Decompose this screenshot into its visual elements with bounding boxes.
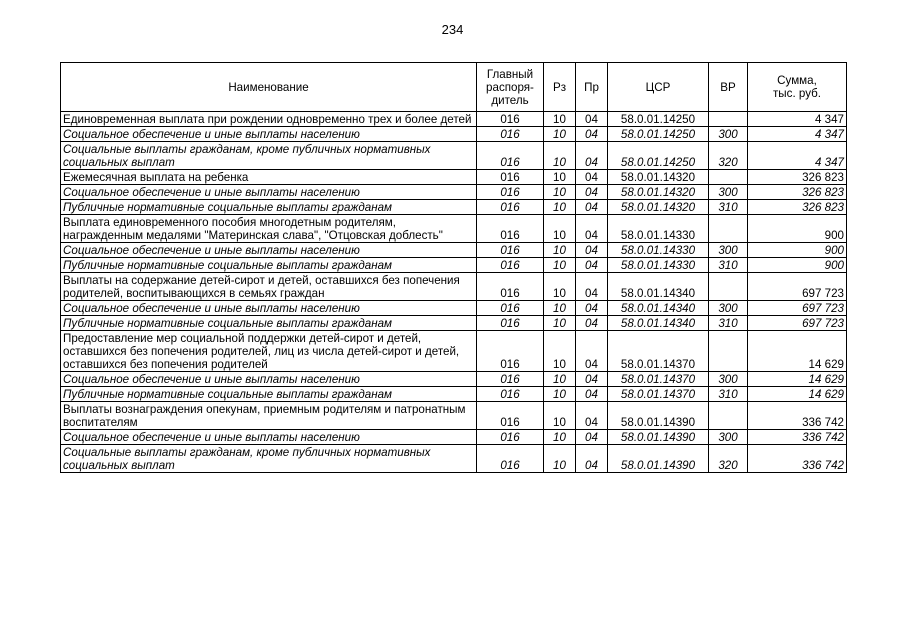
row-section: 10	[544, 316, 576, 331]
row-subsection: 04	[576, 402, 608, 430]
header-sum	[748, 63, 847, 112]
row-expense-type: 300	[709, 372, 748, 387]
row-target-article: 58.0.01.14320	[608, 185, 709, 200]
row-expense-type	[709, 402, 748, 430]
row-sum: 4 347	[748, 127, 847, 142]
table-row	[61, 316, 847, 331]
row-target-article: 58.0.01.14390	[608, 430, 709, 445]
row-sum: 326 823	[748, 200, 847, 215]
row-section: 10	[544, 185, 576, 200]
header-subsection: Пр	[576, 63, 608, 112]
table-row	[61, 387, 847, 402]
row-expense-type: 310	[709, 387, 748, 402]
row-section: 10	[544, 372, 576, 387]
row-expense-type: 300	[709, 185, 748, 200]
row-expense-type	[709, 273, 748, 301]
row-sum: 14 629	[748, 387, 847, 402]
row-subsection: 04	[576, 170, 608, 185]
row-section: 10	[544, 258, 576, 273]
header-expense-type: ВР	[709, 63, 748, 112]
row-name: Социальное обеспечение и иные выплаты населению	[61, 301, 477, 316]
table-row	[61, 372, 847, 387]
row-target-article: 58.0.01.14370	[608, 387, 709, 402]
row-section: 10	[544, 215, 576, 243]
row-chief-manager: 016	[477, 258, 544, 273]
header-sum-line: Сумма,	[777, 74, 817, 87]
row-sum: 900	[748, 258, 847, 273]
row-name: Публичные нормативные социальные выплаты гражданам	[61, 387, 477, 402]
row-sum: 336 742	[748, 445, 847, 473]
table-row	[61, 142, 847, 170]
table-row	[61, 331, 847, 372]
table-row	[61, 112, 847, 127]
row-chief-manager: 016	[477, 200, 544, 215]
row-section: 10	[544, 331, 576, 372]
table-row	[61, 402, 847, 430]
row-section: 10	[544, 170, 576, 185]
table-row	[61, 200, 847, 215]
row-sum: 326 823	[748, 170, 847, 185]
row-section: 10	[544, 301, 576, 316]
row-expense-type: 310	[709, 258, 748, 273]
row-expense-type: 300	[709, 301, 748, 316]
table-body	[61, 112, 847, 473]
row-sum: 697 723	[748, 301, 847, 316]
row-target-article: 58.0.01.14320	[608, 170, 709, 185]
row-target-article: 58.0.01.14370	[608, 372, 709, 387]
row-sum: 14 629	[748, 372, 847, 387]
header-sum-line: тыс. руб.	[773, 87, 821, 100]
budget-table	[60, 62, 847, 473]
header-chief-manager-line: дитель	[491, 93, 529, 107]
header-chief-manager	[477, 63, 544, 112]
row-chief-manager: 016	[477, 273, 544, 301]
row-expense-type	[709, 170, 748, 185]
row-name: Социальное обеспечение и иные выплаты населению	[61, 185, 477, 200]
row-target-article: 58.0.01.14340	[608, 301, 709, 316]
row-name: Социальное обеспечение и иные выплаты населению	[61, 430, 477, 445]
table-row	[61, 301, 847, 316]
row-target-article: 58.0.01.14330	[608, 258, 709, 273]
row-subsection: 04	[576, 243, 608, 258]
table-row	[61, 258, 847, 273]
row-section: 10	[544, 112, 576, 127]
row-name: Публичные нормативные социальные выплаты гражданам	[61, 200, 477, 215]
row-subsection: 04	[576, 301, 608, 316]
row-subsection: 04	[576, 445, 608, 473]
row-expense-type: 310	[709, 200, 748, 215]
table-row	[61, 127, 847, 142]
row-name: Публичные нормативные социальные выплаты гражданам	[61, 316, 477, 331]
row-sum: 326 823	[748, 185, 847, 200]
row-target-article: 58.0.01.14330	[608, 215, 709, 243]
row-target-article: 58.0.01.14250	[608, 142, 709, 170]
table-row	[61, 430, 847, 445]
row-subsection: 04	[576, 372, 608, 387]
row-target-article: 58.0.01.14320	[608, 200, 709, 215]
row-name: Выплата единовременного пособия многодетным родителям, награжденным медалями "Материнская слава", "Отцовская доблесть"	[61, 215, 477, 243]
row-expense-type: 320	[709, 142, 748, 170]
row-expense-type: 300	[709, 243, 748, 258]
table-row	[61, 215, 847, 243]
table-row	[61, 445, 847, 473]
header-chief-manager-line: распоря-	[486, 80, 534, 94]
row-sum: 900	[748, 243, 847, 258]
row-subsection: 04	[576, 430, 608, 445]
row-section: 10	[544, 200, 576, 215]
row-name: Выплаты вознаграждения опекунам, приемным родителям и патронатным воспитателям	[61, 402, 477, 430]
row-chief-manager: 016	[477, 445, 544, 473]
row-name: Социальные выплаты гражданам, кроме публичных нормативных социальных выплат	[61, 445, 477, 473]
row-target-article: 58.0.01.14250	[608, 112, 709, 127]
row-chief-manager: 016	[477, 316, 544, 331]
row-expense-type: 300	[709, 430, 748, 445]
row-chief-manager: 016	[477, 301, 544, 316]
row-expense-type: 320	[709, 445, 748, 473]
header-section: Рз	[544, 63, 576, 112]
row-name: Публичные нормативные социальные выплаты гражданам	[61, 258, 477, 273]
row-target-article: 58.0.01.14250	[608, 127, 709, 142]
row-subsection: 04	[576, 200, 608, 215]
row-expense-type: 300	[709, 127, 748, 142]
row-section: 10	[544, 142, 576, 170]
header-target-article: ЦСР	[608, 63, 709, 112]
row-chief-manager: 016	[477, 243, 544, 258]
row-chief-manager: 016	[477, 402, 544, 430]
row-subsection: 04	[576, 127, 608, 142]
table-row	[61, 273, 847, 301]
row-name: Социальное обеспечение и иные выплаты населению	[61, 243, 477, 258]
row-section: 10	[544, 387, 576, 402]
row-chief-manager: 016	[477, 430, 544, 445]
row-sum: 900	[748, 215, 847, 243]
row-section: 10	[544, 127, 576, 142]
row-chief-manager: 016	[477, 170, 544, 185]
row-target-article: 58.0.01.14390	[608, 402, 709, 430]
row-name: Выплаты на содержание детей-сирот и детей, оставшихся без попечения родителей, воспитывающихся в семьях граждан	[61, 273, 477, 301]
row-chief-manager: 016	[477, 215, 544, 243]
header-chief-manager-line: Главный	[486, 67, 534, 81]
row-subsection: 04	[576, 185, 608, 200]
row-sum: 4 347	[748, 142, 847, 170]
row-chief-manager: 016	[477, 112, 544, 127]
row-expense-type: 310	[709, 316, 748, 331]
row-section: 10	[544, 430, 576, 445]
row-name: Единовременная выплата при рождении одновременно трех и более детей	[61, 112, 477, 127]
row-chief-manager: 016	[477, 142, 544, 170]
row-chief-manager: 016	[477, 387, 544, 402]
page-number: 234	[441, 22, 464, 37]
row-target-article: 58.0.01.14370	[608, 331, 709, 372]
row-section: 10	[544, 243, 576, 258]
row-subsection: 04	[576, 331, 608, 372]
row-sum: 697 723	[748, 316, 847, 331]
row-subsection: 04	[576, 387, 608, 402]
row-subsection: 04	[576, 112, 608, 127]
table-row	[61, 243, 847, 258]
row-name: Социальные выплаты гражданам, кроме публичных нормативных социальных выплат	[61, 142, 477, 170]
row-sum: 336 742	[748, 430, 847, 445]
row-expense-type	[709, 215, 748, 243]
row-subsection: 04	[576, 142, 608, 170]
row-name: Ежемесячная выплата на ребенка	[61, 170, 477, 185]
row-name: Социальное обеспечение и иные выплаты населению	[61, 127, 477, 142]
row-section: 10	[544, 445, 576, 473]
row-subsection: 04	[576, 258, 608, 273]
row-sum: 14 629	[748, 331, 847, 372]
row-section: 10	[544, 273, 576, 301]
row-subsection: 04	[576, 215, 608, 243]
row-target-article: 58.0.01.14340	[608, 273, 709, 301]
table-header-row	[61, 63, 847, 112]
row-chief-manager: 016	[477, 331, 544, 372]
row-target-article: 58.0.01.14340	[608, 316, 709, 331]
row-sum: 697 723	[748, 273, 847, 301]
table-row	[61, 185, 847, 200]
table-row	[61, 170, 847, 185]
row-chief-manager: 016	[477, 185, 544, 200]
row-chief-manager: 016	[477, 372, 544, 387]
row-name: Предоставление мер социальной поддержки детей-сирот и детей, оставшихся без попечения родителей, лиц из числа детей-сирот и детей, оставшихся без попечения родителей	[61, 331, 477, 372]
row-name: Социальное обеспечение и иные выплаты населению	[61, 372, 477, 387]
row-expense-type	[709, 331, 748, 372]
row-chief-manager: 016	[477, 127, 544, 142]
row-section: 10	[544, 402, 576, 430]
row-subsection: 04	[576, 273, 608, 301]
row-target-article: 58.0.01.14390	[608, 445, 709, 473]
header-name: Наименование	[61, 63, 477, 112]
row-expense-type	[709, 112, 748, 127]
row-sum: 4 347	[748, 112, 847, 127]
row-sum: 336 742	[748, 402, 847, 430]
row-subsection: 04	[576, 316, 608, 331]
row-target-article: 58.0.01.14330	[608, 243, 709, 258]
